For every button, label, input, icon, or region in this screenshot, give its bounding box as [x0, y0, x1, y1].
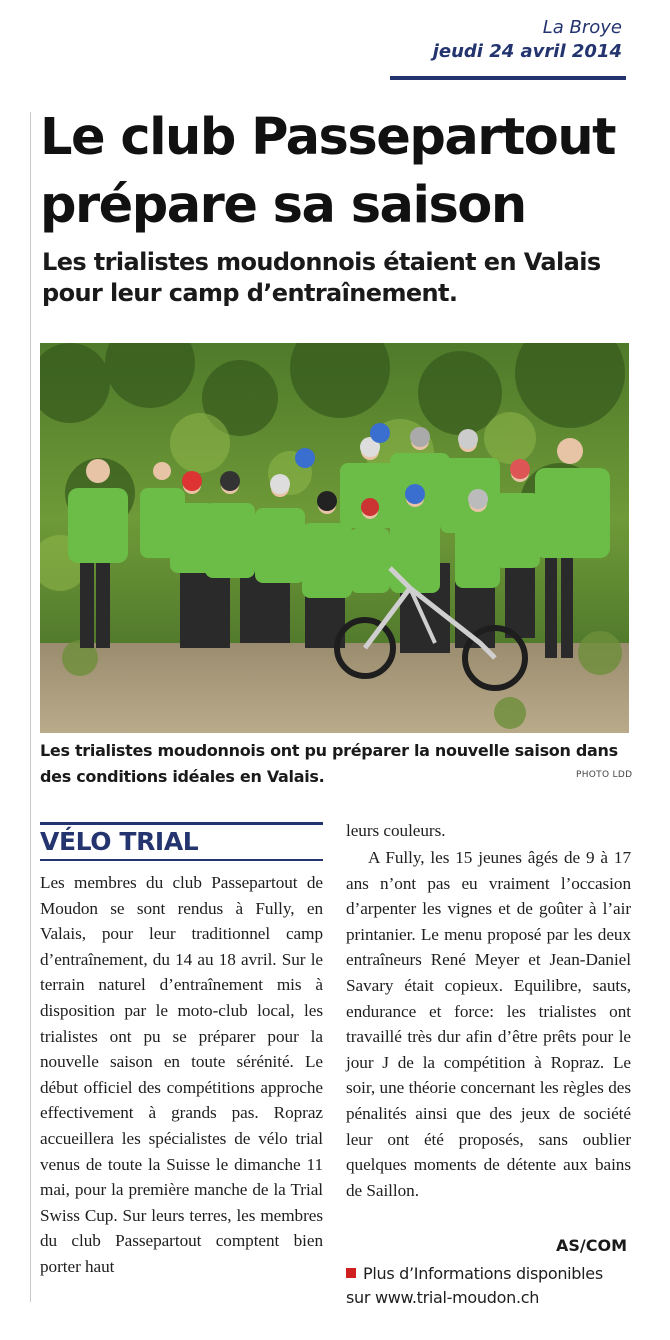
team-photo [40, 343, 629, 733]
masthead-rule [390, 76, 626, 80]
article-headline: Le club Passepartout prépare sa saison [40, 108, 616, 235]
article-subheadline: Les trialistes moudonnois étaient en Valais pour leur camp d’entraînement. [42, 248, 601, 307]
more-info-line-2: sur www.trial-moudon.ch [346, 1288, 540, 1307]
section-kicker: VÉLO TRIAL [40, 827, 199, 856]
more-info-text-1: Plus d’Informations disponibles [363, 1264, 603, 1283]
article-body-column-1: Les membres du club Passepartout de Moudon se sont rendus à Fully, en Valais, pour leur traditionnel camp d’entraînement, du 14 au 18 avril. Sur le terrain naturel d’entraînement mis à disposition par le moto-club local, les trialistes ont pu se préparer pour la nouvelle saison en toute sérénité. Le début officiel des compétitions approche effectivement à grands pas. Ropraz accueillera les spécialistes de vélo trial venus de toute la Suisse le dimanche 11 mai, pour la première manche de la Trial Swiss Cup. Sur leurs terres, les membres du club Passepartout comptent bien porter haut [40, 873, 323, 1276]
article-body-column-2: A Fully, les 15 jeunes âgés de 9 à 17 ans n’ont pas eu vraiment l’occasion d’arpenter les vignes et de goûter à l’air printanier. Le menu proposé par les deux entraîneurs René Meyer et Jean-Daniel Savary était copieux. Equilibre, sauts, endurance et force: les trialistes ont travaillé très dur afin d’être prêts pour le jour J de la compétition à Ropraz. Le soir, une théorie concernant les règles des pénalités ainsi que des jeux de société leur ont été proposés, sans oublier quelques moments de détente aux bains de Saillon. [346, 848, 631, 1200]
more-info-line-1 [346, 1262, 636, 1286]
photo-credit: PHOTO LDD [576, 770, 633, 780]
column-divider-left [30, 112, 31, 1302]
more-info-box [346, 1262, 636, 1310]
masthead [433, 16, 622, 64]
publication-date: jeudi 24 avril 2014 [432, 41, 622, 62]
team-photo-illustration [40, 343, 629, 733]
kicker-rule-bottom [40, 859, 323, 861]
article-body-column-2-continuation: leurs couleurs. [346, 821, 446, 840]
publication-name: La Broye [542, 17, 622, 38]
kicker-rule-top [40, 822, 323, 825]
article-signature: AS/COM [556, 1236, 628, 1255]
bullet-square-icon [346, 1268, 356, 1278]
photo-caption: Les trialistes moudonnois ont pu préparer la nouvelle saison dans des conditions idéales en Valais. [40, 741, 618, 786]
